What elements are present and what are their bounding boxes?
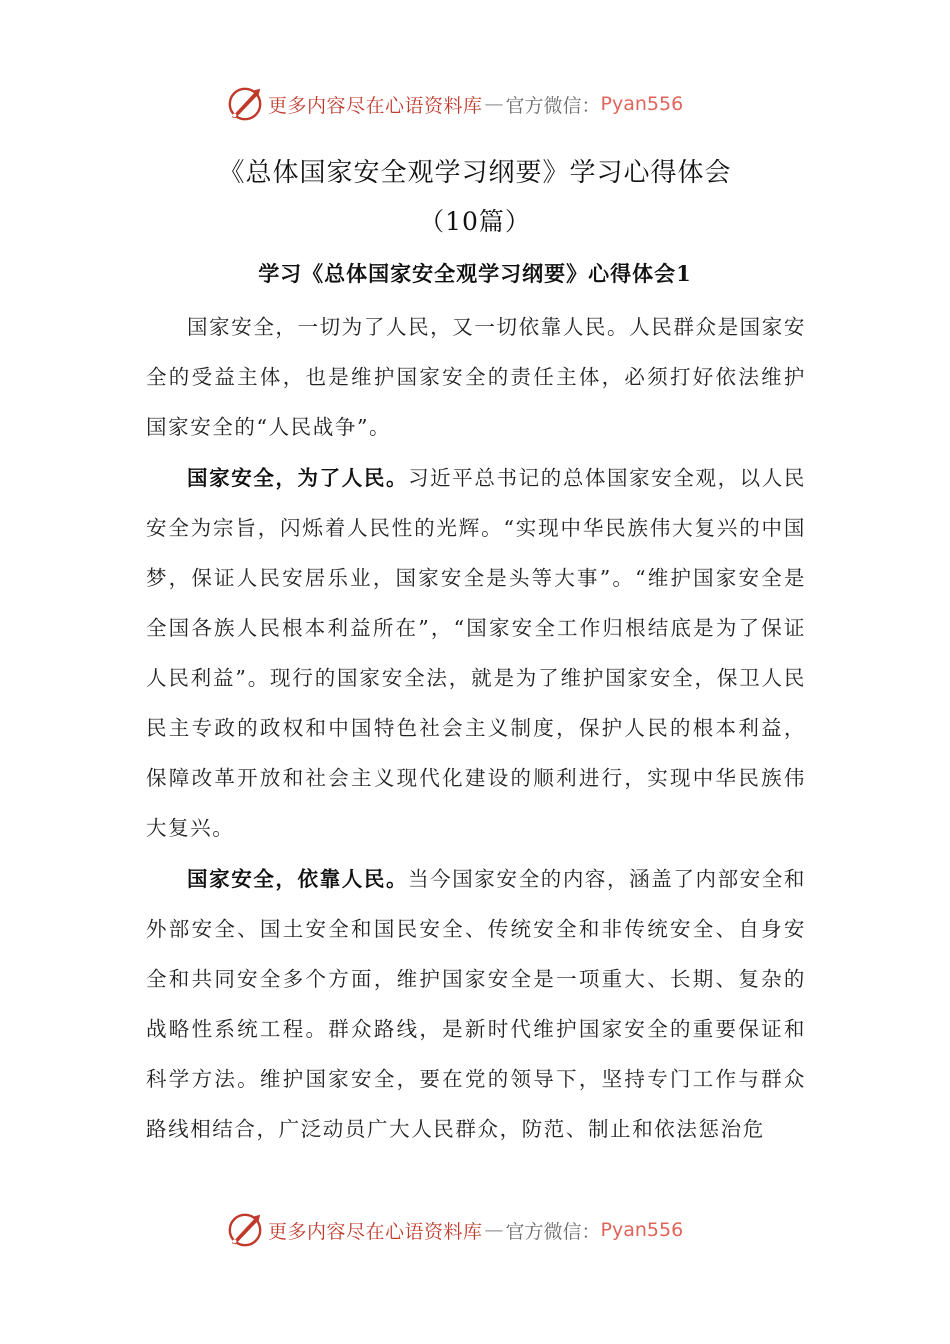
- wechat-id: Pyan556: [600, 1219, 684, 1241]
- wechat-label: 官方微信：: [505, 94, 601, 117]
- banner-dash: —: [484, 1219, 504, 1241]
- quill-pen-logo-icon: [226, 1211, 264, 1249]
- paragraph-1: [146, 302, 806, 452]
- header-banner: [226, 84, 746, 124]
- section-subtitle: 学习《总体国家安全观学习纲要》心得体会1: [258, 261, 692, 286]
- banner-text: 更多内容尽在心语资料库: [268, 94, 483, 117]
- paragraph-2: [146, 453, 806, 853]
- paragraph-2-lead: 国家安全，为了人民。: [187, 466, 409, 490]
- banner-dash: —: [484, 93, 504, 115]
- banner-text: 更多内容尽在心语资料库: [268, 1220, 483, 1243]
- paragraph-2-text: 习近平总书记的总体国家安全观，以人民安全为宗旨，闪烁着人民性的光辉。“实现中华民族伟大复兴的中国梦，保证人民安居乐业，国家安全是头等大事”。“维护国家安全是全国各族人民根本利益所在”，“国家安全工作归根结底是为了保证人民利益”。现行的国家安全法，就是为了维护国家安全，保卫人民民主专政的政权和中国特色社会主义制度，保护人民的根本利益，保障改革开放和社会主义现代化建设的顺利进行，实现中华民族伟大复兴。: [146, 466, 806, 840]
- wechat-label: 官方微信：: [505, 1220, 601, 1243]
- document-body: [146, 302, 806, 1154]
- footer-banner: [226, 1210, 746, 1250]
- paragraph-3: [146, 854, 806, 1154]
- document-title: 《总体国家安全观学习纲要》学习心得体会: [218, 158, 732, 188]
- paragraph-3-text: 当今国家安全的内容，涵盖了内部安全和外部安全、国土安全和国民安全、传统安全和非传统安全、自身安全和共同安全多个方面，维护国家安全是一项重大、长期、复杂的战略性系统工程。群众路线，是新时代维护国家安全的重要保证和科学方法。维护国家安全，要在党的领导下，坚持专门工作与群众路线相结合，广泛动员广大人民群众，防范、制止和依法惩治危: [146, 867, 806, 1141]
- paragraph-1-text: 国家安全，一切为了人民，又一切依靠人民。人民群众是国家安全的受益主体，也是维护国家安全的责任主体，必须打好依法维护国家安全的“人民战争”。: [146, 315, 806, 439]
- document-title-count: （10篇）: [419, 207, 531, 236]
- paragraph-3-lead: 国家安全，依靠人民。: [187, 867, 409, 891]
- quill-pen-logo-icon: [226, 85, 264, 123]
- wechat-id: Pyan556: [600, 93, 684, 115]
